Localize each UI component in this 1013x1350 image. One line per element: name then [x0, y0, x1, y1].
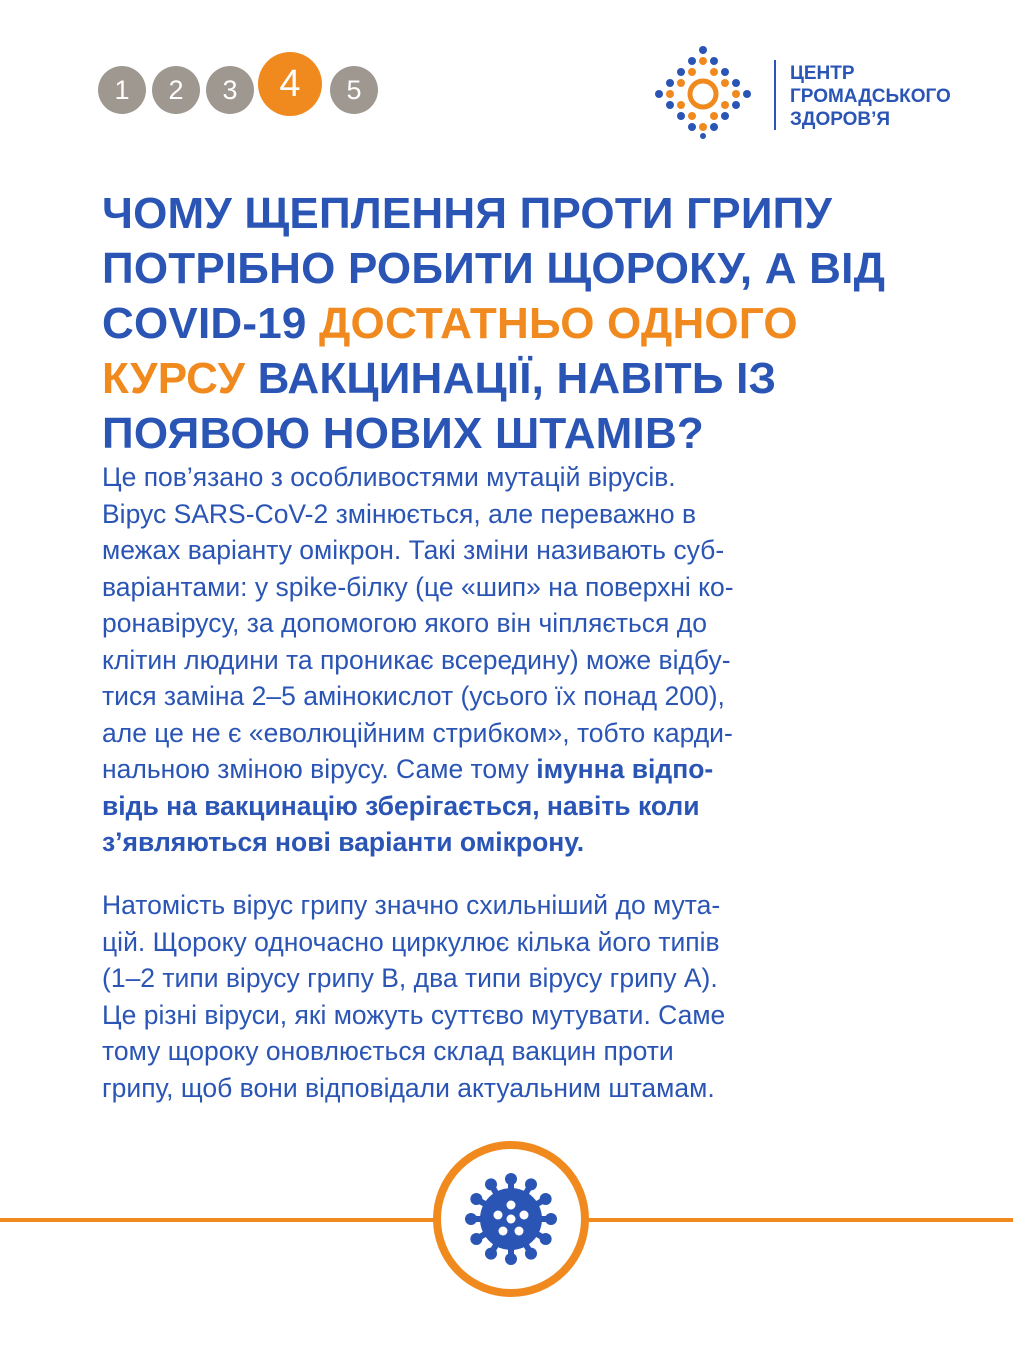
p1-line-1: Це пов’язано з особливостями мутацій вірусів.	[102, 462, 676, 492]
page-dot-1[interactable]: 1	[98, 66, 146, 114]
p2-line-6: грипу, щоб вони відповідали актуальним штамам.	[102, 1072, 715, 1103]
p2-line-3: (1–2 типи вірусу грипу В, два типи вірусу грипу А).	[102, 963, 718, 993]
logo-mark-icon	[652, 44, 754, 139]
p1-line-8: але це не є «еволюційним стрибком», тобто карди-	[102, 717, 733, 748]
p1-line-9	[102, 751, 912, 788]
logo-line-2: ГРОМАДСЬКОГО	[790, 86, 951, 107]
logo	[652, 44, 952, 139]
p1-line-9-regular: нальною зміною вірусу. Саме тому	[102, 754, 537, 784]
headline-vaccination: ВАКЦИНАЦІЇ, НАВІТЬ ІЗ	[245, 354, 777, 403]
page-dot-4-active[interactable]: 4	[258, 52, 322, 116]
p1-line-4: варіантами: у spike-білку (це «шип» на поверхні ко-	[102, 571, 734, 602]
p1-line-5: ронавірусу, за допомогою якого він чіпляється до	[102, 608, 707, 638]
logo-line-1: ЦЕНТР	[790, 63, 855, 84]
headline-line-4	[102, 351, 962, 406]
logo-wordmark	[790, 62, 960, 131]
logo-divider	[774, 60, 776, 130]
p2-line-1: Натомість вірус грипу значно схильніший до мута-	[102, 890, 721, 920]
page-dot-5[interactable]: 5	[330, 66, 378, 114]
p1-line-7: тися заміна 2–5 амінокислот (усього їх понад 200),	[102, 681, 725, 711]
p1-line-9-bold: імунна відпо-	[536, 754, 714, 784]
p1-line-11: з’являються нові варіанти омікрону.	[102, 827, 585, 857]
p1-line-6: клітин людини та проникає всередину) може відбу-	[102, 644, 731, 675]
logo-line-3: ЗДОРОВ’Я	[790, 109, 891, 130]
p1-line-3: межах варіанту омікрон. Такі зміни називають суб-	[102, 535, 725, 565]
footer-badge	[433, 1141, 589, 1297]
page-dot-3[interactable]: 3	[206, 66, 254, 114]
p1-line-10: відь на вакцинацію зберігається, навіть коли	[102, 790, 700, 821]
paragraph-sars-cov-2	[102, 459, 912, 861]
p1-line-2: Вірус SARS-CoV-2 змінюється, але переважно в	[102, 498, 697, 529]
headline-highlight-1: ДОСТАТНЬО ОДНОГО	[318, 299, 798, 348]
headline-highlight-2: КУРСУ	[102, 354, 246, 403]
page-indicator	[98, 52, 398, 132]
headline-line-5: ПОЯВОЮ НОВИХ ШТАМІВ?	[102, 409, 704, 458]
p2-line-5: тому щороку оновлюється склад вакцин проти	[102, 1036, 674, 1066]
headline-line-3	[102, 296, 962, 351]
headline-covid: COVID-19	[102, 299, 319, 348]
p2-line-4: Це різні віруси, які можуть суттєво мутувати. Саме	[102, 999, 726, 1030]
headline-line-2: ПОТРІБНО РОБИТИ ЩОРОКУ, А ВІД	[102, 244, 886, 293]
headline	[102, 186, 962, 461]
paragraph-influenza	[102, 887, 912, 1106]
page-dot-2[interactable]: 2	[152, 66, 200, 114]
p2-line-2: цій. Щороку одночасно циркулює кілька його типів	[102, 926, 720, 957]
virus-icon	[461, 1169, 561, 1269]
headline-line-1: ЧОМУ ЩЕПЛЕННЯ ПРОТИ ГРИПУ	[102, 189, 833, 238]
